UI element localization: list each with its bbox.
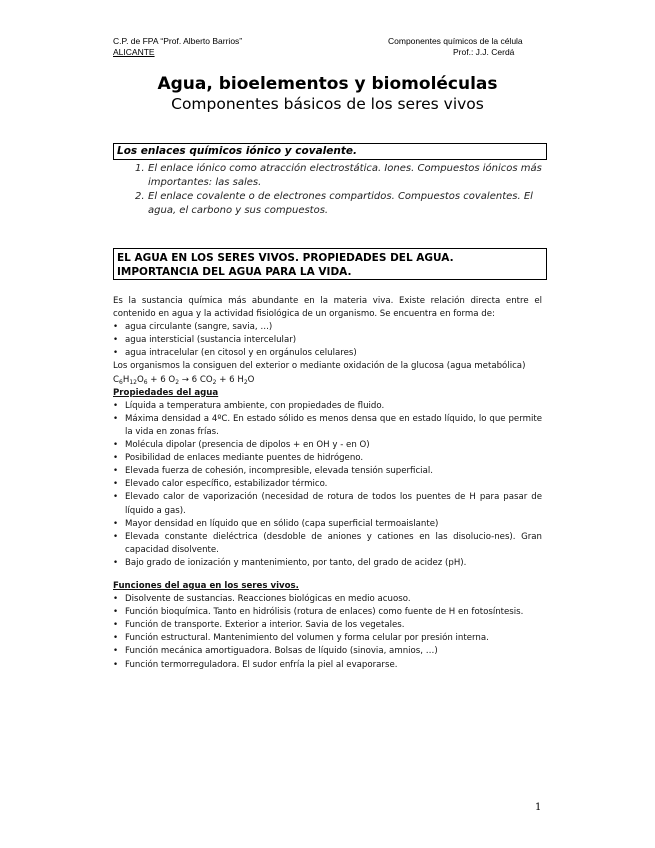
section-heading-water: [113, 248, 547, 280]
page-title: Agua, bioelementos y biomoléculas: [157, 74, 498, 94]
list-item: • Función de transporte. Exterior a interior. Savia de los vegetales.: [113, 619, 542, 632]
functions-heading: Funciones del agua en los seres vivos.: [113, 580, 299, 591]
heading-line: IMPORTANCIA DEL AGUA PARA LA VIDA.: [117, 266, 352, 278]
list-item: • Elevado calor específico, estabilizador térmico.: [113, 478, 542, 491]
header-left: [113, 36, 242, 58]
list-item: • agua circulante (sangre, savia, …): [113, 321, 542, 334]
list-item: • Disolvente de sustancias. Reacciones biológicas en medio acuoso.: [113, 593, 542, 606]
list-item: • agua intersticial (sustancia intercelular): [113, 334, 542, 347]
list-item: • Mayor densidad en líquido que en sólido (capa superficial termoaislante): [113, 518, 542, 531]
functions-list: [113, 593, 542, 672]
page-number: 1: [535, 802, 542, 813]
section-heading-bonds: Los enlaces químicos iónico y covalente.: [113, 143, 547, 160]
list-item: • Función termorreguladora. El sudor enfría la piel al evaporarse.: [113, 659, 542, 672]
bonds-list: [135, 162, 555, 218]
item-text: El enlace covalente o de electrones compartidos. Compuestos covalentes. El agua, el carbono y sus compuestos.: [148, 191, 533, 216]
school-name: C.P. de FPA “Prof. Alberto Barrios”: [113, 36, 243, 46]
header-right: [388, 36, 523, 58]
heading-line: EL AGUA EN LOS SERES VIVOS. PROPIEDADES DEL AGUA.: [117, 252, 454, 264]
glucose-oxidation-equation: $C_6H_{12}O_6 + 6$ $O_2 \to 6$ $CO_2 + 6$ $H_2O$: [113, 374, 255, 386]
item-number: 2.: [135, 191, 145, 202]
teacher-name: Prof.: J.J. Cerdá: [453, 47, 515, 57]
properties-list: [113, 400, 542, 570]
list-item: • Función bioquímica. Tanto en hidrólisis (rotura de enlaces) como fuente de H en fotosíntesis.: [113, 606, 542, 619]
list-item: [135, 162, 555, 190]
body-text: [113, 295, 542, 672]
water-forms-list: [113, 321, 542, 360]
list-item: • agua intracelular (en citosol y en orgánulos celulares): [113, 347, 542, 360]
list-item: • Función mecánica amortiguadora. Bolsas de líquido (sinovia, amnios, …): [113, 645, 542, 658]
origin-paragraph: Los organismos la consiguen del exterior o mediante oxidación de la glucosa (agua metabólica): [113, 361, 526, 372]
list-item: • Elevada constante dieléctrica (desdoble de aniones y cationes en las disolucio-nes). Gran capacidad disolvente.: [113, 531, 542, 557]
list-item: • Líquida a temperatura ambiente, con propiedades de fluido.: [113, 400, 542, 413]
list-item: • Máxima densidad a 4ºC. En estado sólido es menos densa que en estado líquido, lo que permite la vida en zonas frías.: [113, 413, 542, 439]
list-item: • Posibilidad de enlaces mediante puentes de hidrógeno.: [113, 452, 542, 465]
school-city: ALICANTE: [113, 47, 155, 57]
list-item: • Molécula dipolar (presencia de dipolos + en OH y - en O): [113, 439, 542, 452]
course-topic: Componentes químicos de la célula: [388, 36, 523, 46]
page-subtitle: Componentes básicos de los seres vivos: [171, 95, 484, 113]
list-item: • Bajo grado de ionización y mantenimiento, por tanto, del grado de acidez (pH).: [113, 557, 542, 570]
list-item: • Elevado calor de vaporización (necesidad de rotura de todos los puentes de H para pasar de líquido a gas).: [113, 491, 542, 517]
item-number: 1.: [135, 163, 145, 174]
list-item: • Función estructural. Mantenimiento del volumen y forma celular por presión interna.: [113, 632, 542, 645]
list-item: • Elevada fuerza de cohesión, incompresible, elevada tensión superficial.: [113, 465, 542, 478]
intro-paragraph: Es la sustancia química más abundante en la materia viva. Existe relación directa entre el contenido en agua y la actividad fisiológica de un organismo. Se encuentra en forma de:: [113, 296, 542, 320]
list-item: [135, 190, 555, 218]
item-text: El enlace iónico como atracción electrostática. Iones. Compuestos iónicos más importantes: las sales.: [148, 163, 542, 188]
properties-heading: Propiedades del agua: [113, 387, 219, 398]
